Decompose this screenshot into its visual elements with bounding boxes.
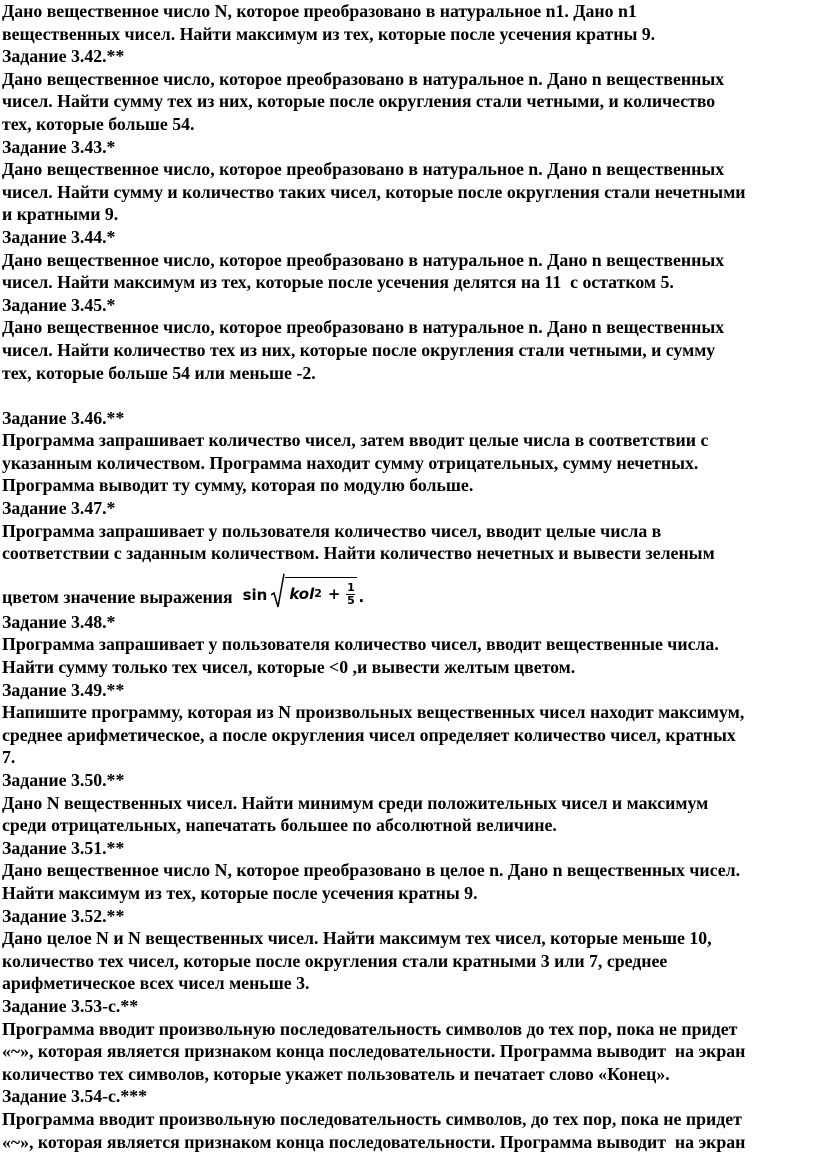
text-line: Дано целое N и N вещественных чисел. Найти максимум тех чисел, которые меньше 10,	[2, 927, 814, 950]
text-line: Дано N вещественных чисел. Найти минимум среди положительных чисел и максимум	[2, 792, 814, 815]
formula-end: .	[358, 586, 364, 609]
task-3-52	[2, 905, 814, 995]
sin-function: sin	[243, 584, 268, 607]
task-title: Задание 3.51.**	[2, 837, 814, 860]
task-3-50	[2, 769, 814, 837]
variable-kol: kol	[289, 583, 314, 606]
text-line: Дано вещественное число, которое преобразовано в натуральное n. Дано n вещественных	[2, 158, 814, 181]
task-title: Задание 3.44.*	[2, 226, 814, 249]
text-line: чисел. Найти сумму тех из них, которые после округления стали четными, и количество	[2, 90, 814, 113]
text-line: «~», которая является признаком конца последовательности. Программа выводит на экран	[2, 1040, 814, 1063]
task-3-46	[2, 407, 814, 497]
task-3-51	[2, 837, 814, 905]
document-page	[2, 0, 814, 1153]
blank-line	[2, 384, 814, 407]
numerator: 1	[347, 582, 355, 594]
radical-sign-icon	[271, 573, 285, 609]
text-line: Дано вещественное число, которое преобразовано в натуральное n. Дано n вещественных	[2, 316, 814, 339]
denominator: 5	[347, 595, 355, 607]
text-line: количество тех чисел, которые после округления стали кратными 3 или 7, среднее	[2, 950, 814, 973]
text-line: тех, которые больше 54.	[2, 113, 814, 136]
text-line: количество тех символов, которые укажет пользователь и печатает слово «Конец».	[2, 1063, 814, 1086]
text-line: Программа выводит ту сумму, которая по модулю больше.	[2, 474, 814, 497]
text-line: Найти максимум из тех, которые после усечения кратны 9.	[2, 882, 814, 905]
formula-prefix: цветом значение выражения	[2, 586, 233, 609]
task-title: Задание 3.50.**	[2, 769, 814, 792]
text-line: и кратными 9.	[2, 203, 814, 226]
task-title: Задание 3.54-с.***	[2, 1085, 814, 1108]
intro-block	[2, 0, 814, 45]
task-3-42	[2, 45, 814, 135]
text-line: Программа запрашивает количество чисел, затем вводит целые числа в соответствии с	[2, 429, 814, 452]
text-line: арифметическое всех чисел меньше 3.	[2, 972, 814, 995]
text-line: Дано вещественное число N, которое преобразовано в целое n. Дано n вещественных чисел.	[2, 859, 814, 882]
text-line: тех, которые больше 54 или меньше -2.	[2, 362, 814, 385]
formula-line	[2, 565, 814, 611]
text-line: среди отрицательных, напечатать большее по абсолютной величине.	[2, 814, 814, 837]
task-title: Задание 3.49.**	[2, 679, 814, 702]
task-title: Задание 3.46.**	[2, 407, 814, 430]
text-line: чисел. Найти максимум из тех, которые после усечения делятся на 11 с остатком 5.	[2, 271, 814, 294]
task-title: Задание 3.53-с.**	[2, 995, 814, 1018]
text-line: Программа вводит произвольную последовательность символов, до тех пор, пока не придет	[2, 1108, 814, 1131]
text-line: указанным количеством. Программа находит сумму отрицательных, сумму нечетных.	[2, 452, 814, 475]
task-3-47	[2, 497, 814, 611]
text-line: Дано вещественное число, которое преобразовано в натуральное n. Дано n вещественных	[2, 249, 814, 272]
plus-sign: +	[328, 583, 341, 606]
task-title: Задание 3.48.*	[2, 611, 814, 634]
math-formula	[243, 573, 365, 609]
text-line: Программа запрашивает у пользователя количество чисел, вводит вещественные числа.	[2, 633, 814, 656]
text-line: среднее арифметическое, а после округления чисел определяет количество чисел, кратных	[2, 724, 814, 747]
text-line: чисел. Найти сумму и количество таких чисел, которые после округления стали нечетными	[2, 181, 814, 204]
square-root	[271, 573, 357, 609]
task-3-49	[2, 679, 814, 769]
text-line: 7.	[2, 746, 814, 769]
task-title: Задание 3.43.*	[2, 136, 814, 159]
text-line: Дано вещественное число, которое преобразовано в натуральное n. Дано n вещественных	[2, 68, 814, 91]
task-title: Задание 3.42.**	[2, 45, 814, 68]
radicand: kol 2 + $\frac{1}{5}$	[285, 577, 357, 609]
text-line: Найти сумму только тех чисел, которые <0 ,и вывести желтым цветом.	[2, 656, 814, 679]
text-line: соответствии с заданным количеством. Найти количество нечетных и вывести зеленым	[2, 542, 814, 565]
text-line: вещественных чисел. Найти максимум из тех, которые после усечения кратны 9.	[2, 23, 814, 46]
task-title: Задание 3.47.*	[2, 497, 814, 520]
task-title: Задание 3.52.**	[2, 905, 814, 928]
fraction	[346, 582, 355, 607]
text-line: Напишите программу, которая из N произвольных вещественных чисел находит максимум,	[2, 701, 814, 724]
text-line: чисел. Найти количество тех из них, которые после округления стали четными, и сумму	[2, 339, 814, 362]
text-line: Дано вещественное число N, которое преобразовано в натуральное n1. Дано n1	[2, 0, 814, 23]
text-line: Программа вводит произвольную последовательность символов до тех пор, пока не придет	[2, 1018, 814, 1041]
task-title: Задание 3.45.*	[2, 294, 814, 317]
task-3-44	[2, 226, 814, 294]
text-line: Программа запрашивает у пользователя количество чисел, вводит целые числа в	[2, 520, 814, 543]
task-3-53	[2, 995, 814, 1085]
task-3-48	[2, 611, 814, 679]
task-3-45	[2, 294, 814, 384]
text-line: «~», которая является признаком конца последовательности. Программа выводит на экран	[2, 1131, 814, 1153]
task-3-43	[2, 136, 814, 226]
